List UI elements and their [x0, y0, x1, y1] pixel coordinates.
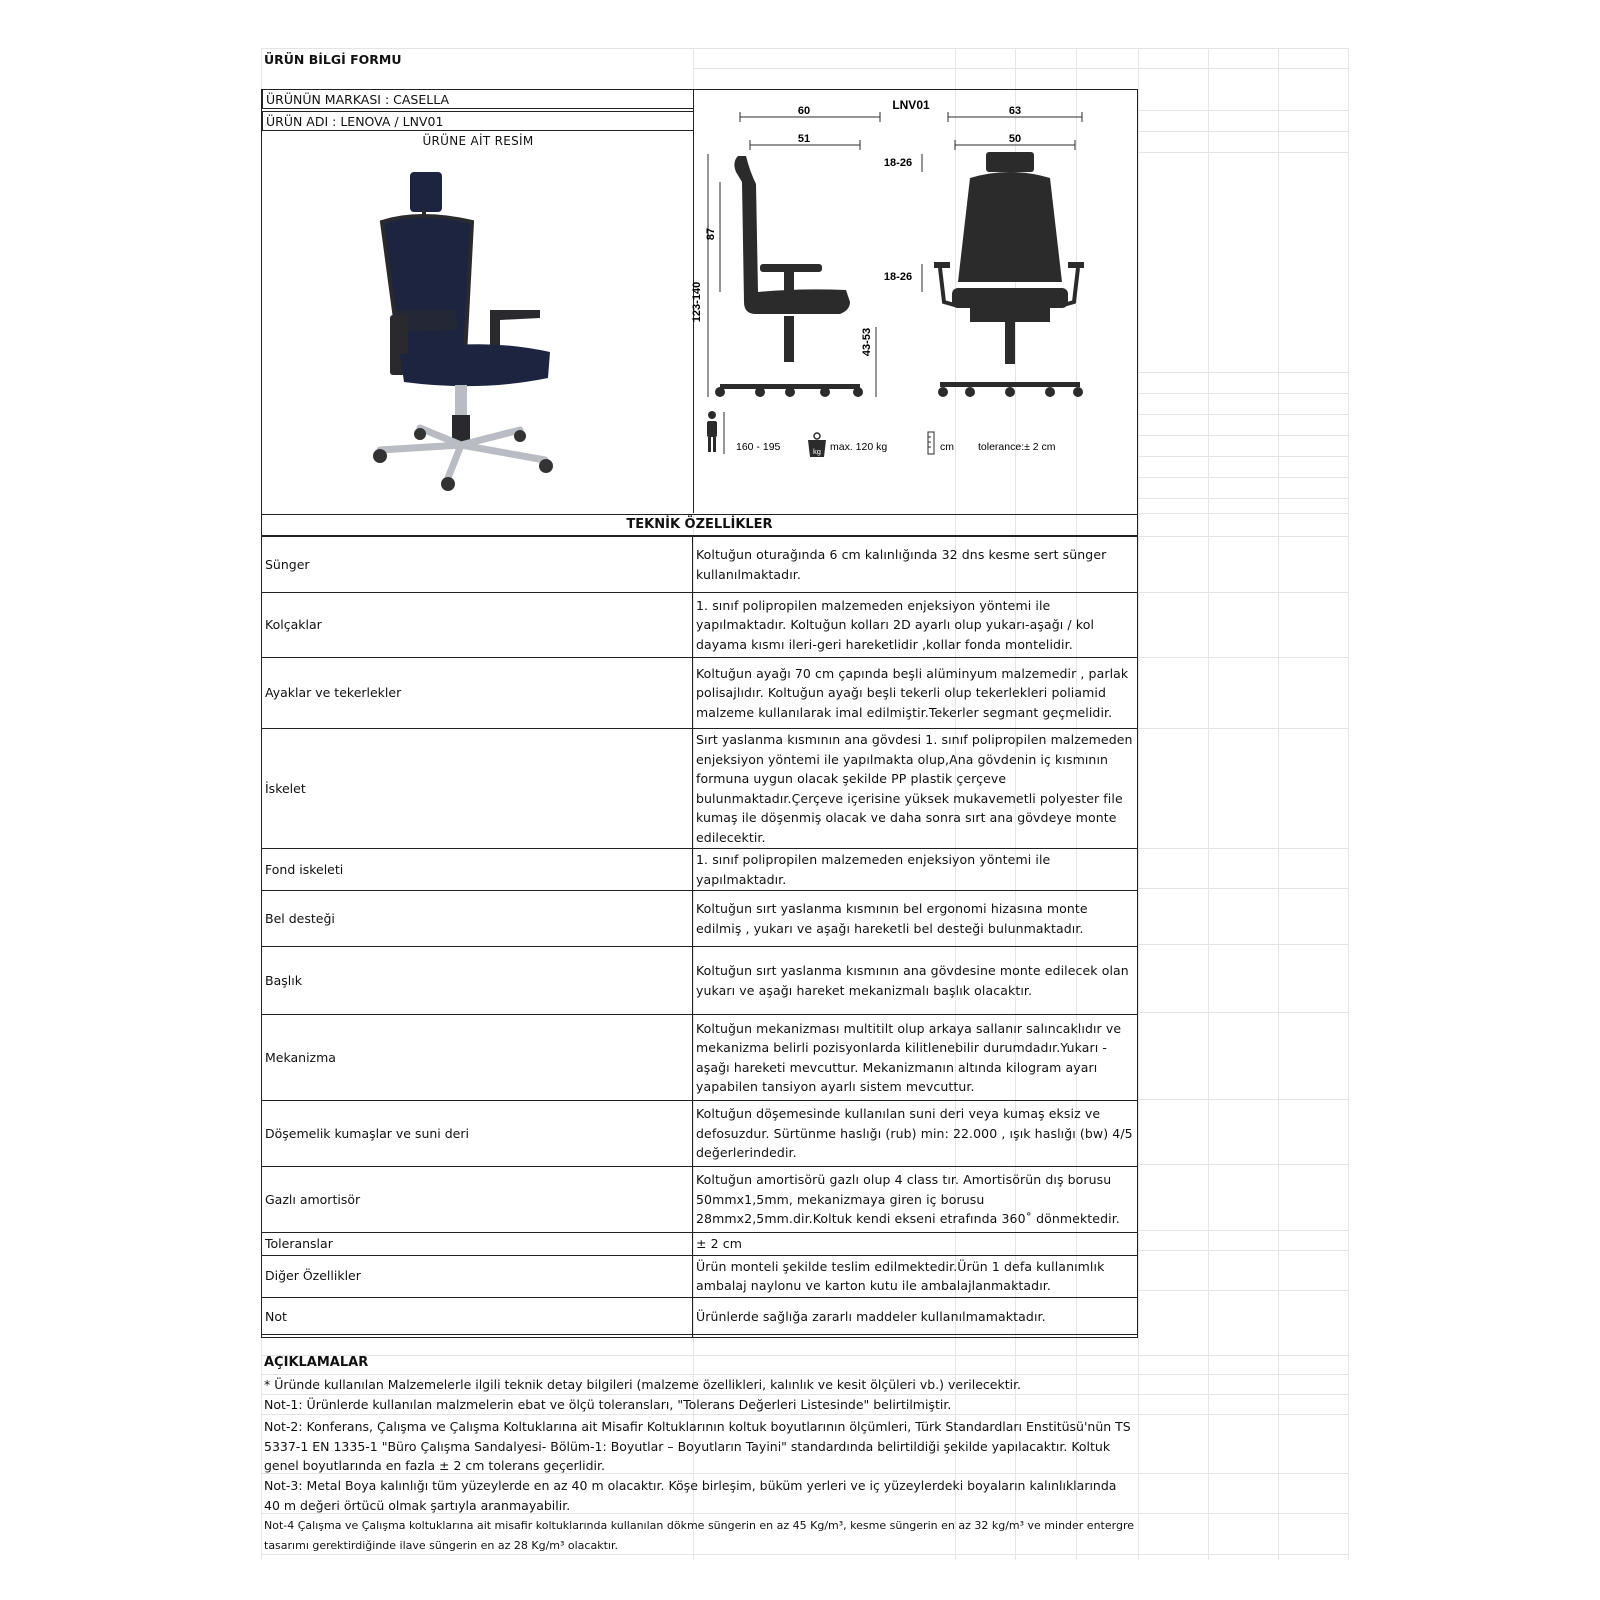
grid-row — [1138, 435, 1348, 436]
headrest-adjust: 18-26 — [883, 157, 913, 169]
side-view-arm-post — [784, 270, 794, 298]
image-caption: ÜRÜNE AİT RESİM — [422, 134, 534, 148]
table-row — [262, 593, 1138, 658]
grid-col — [1138, 48, 1139, 1560]
grid-row — [693, 68, 1348, 69]
front-view-armrest — [934, 262, 950, 268]
technical-drawing — [691, 92, 1136, 504]
grid-row — [1138, 152, 1348, 153]
spec-key: Fond iskeleti — [262, 849, 693, 891]
spec-key: Not — [262, 1297, 693, 1337]
caster — [1045, 387, 1055, 397]
spec-value: Koltuğun mekanizması multitilt olup arkaya sallanır salıncaklıdır ve mekanizma belirli pozisyonlarda kilitlenebilir durumdadır.Yukarı -aşağı hareketi mevcuttur. Mekanizmanın altında kilogram ayarı yapabilen tansiyon ayarlı sistem mevcuttur. — [693, 1015, 1138, 1101]
caster — [755, 387, 765, 397]
spec-value: ± 2 cm — [693, 1233, 1138, 1256]
front-view-cylinder — [1005, 322, 1015, 364]
tolerance-label: tolerance:± 2 cm — [978, 441, 1056, 453]
caster — [938, 387, 948, 397]
grid-row — [1138, 728, 1348, 729]
front-view-headrest — [986, 152, 1034, 172]
grid-row — [1138, 110, 1348, 111]
table-row — [262, 1255, 1138, 1297]
table-row — [262, 729, 1138, 849]
grid-row — [1138, 456, 1348, 457]
caster — [414, 428, 426, 440]
spec-value: Koltuğun ayağı 70 cm çapında beşli alüminyum malzemedir , parlak polisajlıdır. Koltuğun ayağı beşli tekerli olup tekerlekleri poliamid malzeme kullanılarak imal edilmiştir.Tekerler segmant geçmelidir. — [693, 658, 1138, 729]
spec-key: Gazlı amortisör — [262, 1167, 693, 1233]
spec-table — [261, 536, 1138, 1338]
chair-photo — [360, 160, 590, 500]
grid-row — [1138, 498, 1348, 499]
grid-row — [1138, 1290, 1348, 1291]
spec-value: Koltuğun sırt yaslanma kısmının bel ergonomi hizasına monte edilmiş , yukarı ve aşağı hareketli bel desteği bulunmaktadır. — [693, 891, 1138, 947]
grid-row — [1138, 477, 1348, 478]
table-row — [262, 947, 1138, 1015]
grid-row — [1138, 131, 1348, 132]
form-title: ÜRÜN BİLGİ FORMU — [264, 52, 402, 67]
caster — [441, 477, 455, 491]
spec-value: Ürünlerde sağlığa zararlı maddeler kullanılmamaktadır. — [693, 1297, 1138, 1337]
back-height: 87 — [705, 227, 717, 241]
max-weight: max. 120 kg — [830, 441, 888, 453]
person-icon — [707, 411, 724, 454]
spec-key: İskelet — [262, 729, 693, 849]
note-1: Not-1: Ürünlerde kullanılan malzmelerin ebat ve ölçü toleransları, "Tolerans Değerleri Listesinde" belirtilmiştir. — [264, 1397, 952, 1412]
weight-icon-label: kg — [813, 447, 821, 456]
spec-value: Koltuğun oturağında 6 cm kalınlığında 32 dns kesme sert sünger kullanılmaktadır. — [693, 537, 1138, 593]
product-name-cell: ÜRÜN ADI : LENOVA / LNV01 — [262, 111, 694, 131]
grid-row — [1138, 657, 1348, 658]
spec-value: Ürün monteli şekilde teslim edilmektedir.Ürün 1 defa kullanımlık ambalaj naylonu ve karton kutu ile ambalajlanmaktadır. — [693, 1255, 1138, 1297]
grid-row — [1138, 592, 1348, 593]
front-view-armrest — [1068, 262, 1084, 268]
spec-value: 1. sınıf polipropilen malzemeden enjeksiyon yöntemi ile yapılmaktadır. — [693, 849, 1138, 891]
grid-row — [1138, 1164, 1348, 1165]
table-row — [262, 658, 1138, 729]
brand-cell: ÜRÜNÜN MARKASI : CASELLA — [262, 89, 694, 109]
note-general: * Üründe kullanılan Malzemelerle ilgili teknik detay bilgileri (malzeme özellikleri, kalınlık ve kesit ölçüleri vb.) verilecektir. — [264, 1377, 1022, 1392]
caster — [820, 387, 830, 397]
grid-row — [1138, 848, 1348, 849]
table-row — [262, 1233, 1138, 1256]
grid-row — [261, 48, 1348, 49]
front-view-base — [940, 382, 1080, 387]
spec-key: Kolçaklar — [262, 593, 693, 658]
caster — [715, 387, 725, 397]
table-row — [262, 891, 1138, 947]
notes-title: AÇIKLAMALAR — [264, 1355, 369, 1370]
spec-key: Bel desteği — [262, 891, 693, 947]
table-row — [262, 849, 1138, 891]
grid-row — [1138, 414, 1348, 415]
grid-col — [1208, 48, 1209, 1560]
grid-row — [1138, 1230, 1348, 1231]
caster — [1073, 387, 1083, 397]
grid-row — [1138, 888, 1348, 889]
front-view-mechanism — [970, 308, 1050, 322]
spec-value: 1. sınıf polipropilen malzemeden enjeksiyon yöntemi ile yapılmaktadır. Koltuğun kolları 2D ayarlı olup yukarı-aşağı / kol dayama kısmı ileri-geri hareketlidir ,kollar fonda montelidir. — [693, 593, 1138, 658]
table-row — [262, 537, 1138, 593]
grid-row — [1138, 393, 1348, 394]
spec-value: Koltuğun döşemesinde kullanılan suni deri veya kumaş eksiz ve defosuzdur. Sürtünme haslığı (rub) min: 22.000 , ışık haslığı (bw) 4/5 değerlerindedir. — [693, 1101, 1138, 1167]
table-row — [262, 1167, 1138, 1233]
front-view-seat — [952, 288, 1068, 308]
front-width-inner: 50 — [1008, 133, 1022, 145]
spec-value: Sırt yaslanma kısmının ana gövdesi 1. sınıf polipropilen malzemeden enjeksiyon yöntemi ile yapılmakta olup,Ana gövdenin iç kısmının formuna uygun olacak şekilde PP plastik çerçeve bulunmaktadır.Çerçeve içerisine yüksek mukavemetli polyester file kumaş ile döşenmiş olacak ve daha sonra sırt ana gövdeye monte edilecektir. — [693, 729, 1138, 849]
spec-key: Mekanizma — [262, 1015, 693, 1101]
note-3: Not-3: Metal Boya kalınlığı tüm yüzeylerde en az 40 m olacaktır. Köşe birleşim, büküm yerleri ve iç yüzeylerdeki boyaların kalınlıklarında 40 m değeri örtücü olmak şartıyla aranmayabilir. — [264, 1478, 1117, 1513]
grid-row — [1138, 944, 1348, 945]
spec-key: Diğer Özellikler — [262, 1255, 693, 1297]
unit-label: cm — [940, 441, 954, 453]
model-code: LNV01 — [892, 98, 930, 112]
chair-headrest — [410, 172, 442, 212]
total-height: 123-140 — [691, 281, 703, 323]
spec-key: Başlık — [262, 947, 693, 1015]
spec-value: Koltuğun amortisörü gazlı olup 4 class tır. Amortisörün dış borusu 50mmx1,5mm, mekanizmaya giren iç borusu 28mmx2,5mm.dir.Koltuk kendi ekseni etrafında 360˚ dönmektedir. — [693, 1167, 1138, 1233]
caster — [965, 387, 975, 397]
side-width-inner: 51 — [797, 133, 811, 145]
front-view-backrest — [958, 172, 1062, 282]
grid-row — [1138, 513, 1348, 514]
grid-col — [1348, 48, 1349, 1560]
caster — [1005, 387, 1015, 397]
ruler-icon — [928, 432, 934, 454]
grid-row — [1138, 372, 1348, 373]
spec-key: Döşemelik kumaşlar ve suni deri — [262, 1101, 693, 1167]
spec-value: Koltuğun sırt yaslanma kısmının ana gövdesine monte edilecek olan yukarı ve aşağı hareket mekanizmalı başlık olacaktır. — [693, 947, 1138, 1015]
grid-row — [1138, 1012, 1348, 1013]
table-row — [262, 1297, 1138, 1337]
caster — [514, 430, 526, 442]
user-height-range: 160 - 195 — [736, 441, 781, 453]
table-row — [262, 1101, 1138, 1167]
grid-row — [1138, 536, 1348, 537]
spec-key: Sünger — [262, 537, 693, 593]
seat-height: 43-53 — [861, 327, 873, 357]
grid-row — [1138, 1250, 1348, 1251]
caster — [539, 459, 553, 473]
caster — [785, 387, 795, 397]
note-2: Not-2: Konferans, Çalışma ve Çalışma Koltuklarına ait Misafir Koltuklarının koltuk boyutlarının ölçümleri, Türk Standardları Enstitüsü'nün TS 5337-1 EN 1335-1 "Büro Çalışma Sandalyesi- Bölüm-1: Boyutlar – Boyutların Tayini" standardında belirtildiği şekilde yapılacaktır. Koltuk genel boyutlarında en fazla ± 2 cm tolerans geçerlidir. — [264, 1419, 1131, 1473]
front-width-outer: 63 — [1008, 105, 1022, 117]
chair-seat — [400, 344, 550, 386]
grid-col — [1278, 48, 1279, 1560]
spec-heading: TEKNİK ÖZELLİKLER — [261, 514, 1138, 536]
caster — [853, 387, 863, 397]
grid-row — [261, 1355, 1348, 1356]
table-row — [262, 1015, 1138, 1101]
caster — [373, 449, 387, 463]
armrest-adjust: 18-26 — [883, 271, 913, 283]
side-width-outer: 60 — [797, 105, 811, 117]
grid-row — [1138, 1099, 1348, 1100]
spec-key: Toleranslar — [262, 1233, 693, 1256]
spec-key: Ayaklar ve tekerlekler — [262, 658, 693, 729]
side-view-cylinder — [784, 316, 794, 362]
note-4: Not-4 Çalışma ve Çalışma koltuklarına ait misafir koltuklarında kullanılan dökme süngerin en az 45 Kg/m³, kesme süngerin en az 32 kg/m³ ve minder entergre tasarımı gerektirdiğinde ilave süngerin en az 28 Kg/m³ olacaktır. — [264, 1519, 1134, 1552]
